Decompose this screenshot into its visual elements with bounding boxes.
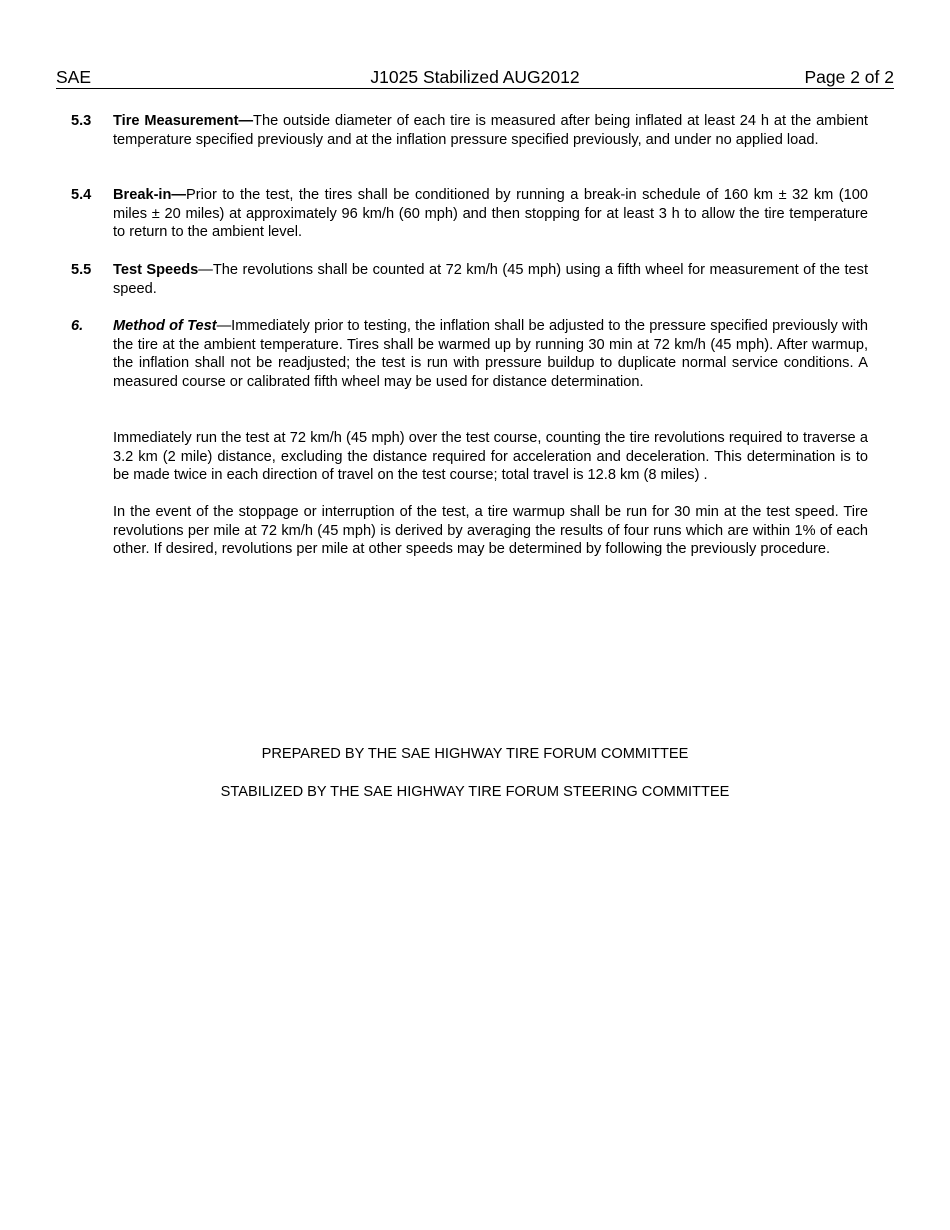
section-5-5 xyxy=(71,261,868,298)
section-text: —Immediately prior to testing, the inflation shall be adjusted to the pressure specified previously with the tire at the ambient temperature. Tires shall be warmed up by running 30 min at 72 km/h (45 mph). After warmup, the inflation shall not be readjusted; the test is run with pressure buildup to duplicate normal service conditions. A measured course or calibrated fifth wheel may be used for distance determination. xyxy=(113,318,868,391)
section-body xyxy=(113,112,868,149)
section-text: —The revolutions shall be counted at 72 km/h (45 mph) using a fifth wheel for measurement of the test speed. xyxy=(113,262,868,297)
section-number: 5.5 xyxy=(71,262,92,278)
page-header xyxy=(56,66,894,89)
paragraph-test-run: Immediately run the test at 72 km/h (45 mph) over the test course, counting the tire revolutions required to traverse a 3.2 km (2 mile) distance, excluding the distance required for acceleration and deceleration. This determination is to be made twice in each direction of travel on the test course; total travel is 12.8 km (8 miles) . xyxy=(113,430,868,484)
section-heading: Tire Measurement— xyxy=(113,113,254,129)
section-heading: Test Speeds xyxy=(113,262,199,278)
prepared-by-line: PREPARED BY THE SAE HIGHWAY TIRE FORUM COMMITTEE xyxy=(261,746,689,762)
header-org: SAE xyxy=(56,67,92,87)
section-6 xyxy=(71,317,868,392)
section-number: 6. xyxy=(71,318,84,334)
stabilized-by-line: STABILIZED BY THE SAE HIGHWAY TIRE FORUM STEERING COMMITTEE xyxy=(220,784,730,800)
header-page-number: Page 2 of 2 xyxy=(804,67,894,87)
section-text: The outside diameter of each tire is measured after being inflated at least 24 h at the ambient temperature specified previously and at the inflation pressure specified previously, and under no applied load. xyxy=(113,113,868,148)
section-number: 5.3 xyxy=(71,113,92,129)
section-heading: Break-in— xyxy=(113,187,186,203)
header-doc-title: J1025 Stabilized AUG2012 xyxy=(370,67,580,87)
section-body xyxy=(113,317,868,392)
section-heading: Method of Test xyxy=(113,318,217,334)
section-5-3 xyxy=(71,112,868,149)
paragraph-interruption: In the event of the stoppage or interruption of the test, a tire warmup shall be run for 30 min at the test speed. Tire revolutions per mile at 72 km/h (45 mph) is derived by averaging the results of four runs which are within 1% of each other. If desired, revolutions per mile at other speeds may be determined by following the previously procedure. xyxy=(113,504,868,558)
section-text: Prior to the test, the tires shall be conditioned by running a break-in schedule of 160 km ± 32 km (100 miles ± 20 miles) at approximately 96 km/h (60 mph) and then stopping for at least 3 h to allow the tire temperature to return to the ambient level. xyxy=(113,187,868,241)
section-body xyxy=(113,261,868,298)
section-body xyxy=(113,186,868,242)
section-5-4 xyxy=(71,186,868,242)
section-number: 5.4 xyxy=(71,187,92,203)
